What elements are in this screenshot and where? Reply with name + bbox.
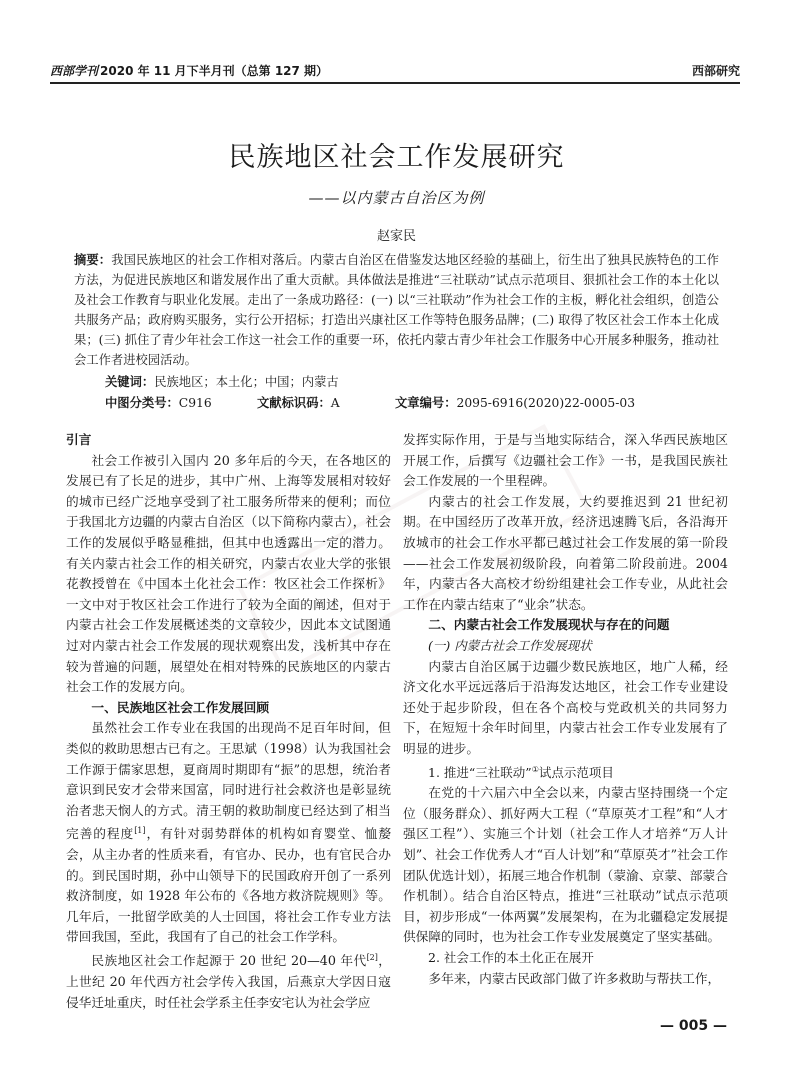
article-number (395, 393, 635, 411)
paragraph-text: ，有针对弱势群体的机构如育婴堂、恤嫠会，从主办者的性质来看，有官办、民办，也有官民合办的。到民国时期，孙中山领导下的民国政府开创了一系列救济制度，如 1928 年公布的《各地方救济院规则》等。几年后，一批留学欧美的人士回国，将社会工作专业方法带回我国，至此，我国有了自己的社会工作学科。 (66, 826, 392, 945)
keywords (105, 372, 339, 390)
abstract (74, 250, 719, 370)
right-column (403, 430, 728, 989)
paragraph: 内蒙古的社会工作发展，大约要推迟到 21 世纪初期。在中国经历了改革开放，经济迅速腾飞后，各沿海开放城市的社会工作水平都已越过社会工作发展的第一阶段——社会工作发展初级阶段，向着第二阶段前进。2004 年，内蒙古各大高校才纷纷组建社会工作专业，从此社会工作在内蒙古结束了“业余”状态。 (403, 493, 728, 612)
item-heading (403, 760, 728, 784)
citation-ref: [2] (366, 953, 378, 963)
clc-code (105, 393, 212, 411)
doc-code-value: A (330, 396, 340, 410)
left-column (66, 430, 391, 1013)
section-heading: 一、民族地区社会工作发展回顾 (91, 699, 270, 715)
clc-value: C916 (178, 396, 212, 410)
article-no-value: 2095-6916(2020)22-0005-03 (456, 396, 636, 410)
item-heading-text: 1. 推进“三社联动” (428, 764, 532, 780)
page-number: — 005 — (660, 1018, 727, 1034)
doc-code-label: 文献标识码： (257, 396, 331, 410)
journal-logo: 西部学刊 (50, 64, 99, 78)
keywords-text: 民族地区；本土化；中国；内蒙古 (154, 375, 339, 389)
paragraph: 发挥实际作用，于是与当地实际结合，深入华西民族地区开展工作，后撰写《边疆社会工作》一书，是我国民族社会工作发展的一个里程碑。 (403, 432, 728, 489)
item-heading-text: 试点示范项目 (538, 764, 614, 780)
section-name: 西部研究 (691, 64, 740, 78)
doc-code (257, 393, 340, 411)
paragraph-text: 民族地区社会工作起源于 20 世纪 20—40 年代 (91, 953, 367, 969)
header-rule (50, 82, 740, 84)
paragraph (66, 718, 391, 948)
paragraph: 内蒙古自治区属于边疆少数民族地区，地广人稀，经济文化水平远远落后于沿海发达地区，社会工作专业建设还处于起步阶段，但在各个高校与党政机关的共同努力下，在短短十余年时间里，内蒙古社会工作专业发展有了明显的进步。 (403, 658, 728, 756)
keywords-label: 关键词： (105, 375, 155, 389)
article-meta (105, 393, 725, 413)
paragraph (66, 948, 391, 1013)
paragraph-text: ，上世纪 20 年代西方社会学传入我国，后燕京大学因日寇侵华迁址重庆，时任社会学系主任李安宅认为社会学应 (66, 953, 391, 1010)
intro-heading: 引言 (66, 432, 92, 447)
author-name: 赵家民 (376, 229, 416, 244)
paragraph: 多年来，内蒙古民政部门做了许多救助与帮扶工作， (428, 970, 721, 986)
abstract-text: 我国民族地区的社会工作相对落后。内蒙古自治区在借鉴发达地区经验的基础上，衍生出了独具民族特色的工作方法，为促进民族地区和谐发展作出了重大贡献。具体做法是推进“三社联动”试点示范项目、狠抓社会工作的本土化以及社会工作教育与职业化发展。走出了一条成功路径：(一) 以“三社联动”作为社会工作的主板，孵化社会组织，创造公共服务产品；政府购买服务，实行公开招标；打造出兴康社区工作等特色服务品牌；(二) 取得了牧区社会工作本土化成果；(三) 抓住了青少年社会工作这一社会工作的重要一环，依托内蒙古青少年社会工作服务中心开展多种服务，推动社会工作者进校园活动。 (74, 253, 719, 367)
clc-label: 中图分类号： (105, 396, 179, 410)
journal-issue-line (50, 62, 328, 79)
paragraph: 社会工作被引入国内 20 多年后的今天，在各地区的发展已有了长足的进步，其中广州、上海等发展相对较好的城市已经广泛地享受到了社工服务所带来的便利；而位于我国北方边疆的内蒙古自治区（以下简称内蒙古），社会工作的发展似乎略显稚拙，但其中也透露出一定的潜力。有关内蒙古社会工作的相关研究，内蒙古农业大学的张银花教授曾在《中国本土化社会工作：牧区社会工作探析》一文中对于牧区社会工作进行了较为全面的阐述，但对于内蒙古社会工作发展概述类的文章较少，因此本文试图通过对内蒙古社会工作发展的现状观察出发，浅析其中存在较为普遍的问题，展望处在相对特殊的民族地区的内蒙古社会工作的发展方向。 (66, 452, 391, 695)
article-no-label: 文章编号： (395, 396, 457, 410)
citation-ref: [1] (134, 826, 146, 836)
issue-info: 2020 年 11 月下半月刊（总第 127 期） (100, 64, 329, 78)
footnote-ref: ① (531, 764, 539, 774)
article-title: 民族地区社会工作发展研究 (228, 142, 565, 173)
abstract-label: 摘要： (74, 253, 112, 267)
section-heading: 二、内蒙古社会工作发展现状与存在的问题 (428, 617, 670, 633)
paragraph: 在党的十六届六中全会以来，内蒙古坚持围绕一个定位（服务群众）、抓好两大工程（“草原英才工程”和“人才强区工程”）、实施三个计划（社会工作人才培养“万人计划”、社会工作优秀人才“百人计划”和“草原英才”社会工作团队优选计划），拓展三地合作机制（蒙渝、京蒙、部蒙合作机制）。结合自治区特点，推进“三社联动”试点示范项目，初步形成“一体两翼”发展架构，在为北疆稳定发展提供保障的同时，也为社会工作专业发展奠定了坚实基础。 (403, 785, 728, 945)
subsection-heading: (一) 内蒙古社会工作发展现状 (428, 637, 592, 653)
running-header (50, 60, 740, 82)
article-subtitle: ——以内蒙古自治区为例 (308, 189, 485, 207)
paragraph-text: 虽然社会工作专业在我国的出现尚不足百年时间，但类似的救助思想古已有之。王思斌（1998）认为我国社会工作源于儒家思想，夏商周时期即有“振”的思想，统治者意识到民安才会带来国富，同时进行社会救济也是彰显统治者悲天悯人的方式。清王朝的救助制度已经达到了相当完善的程度 (66, 720, 391, 842)
item-heading: 2. 社会工作的本土化正在展开 (428, 950, 594, 965)
